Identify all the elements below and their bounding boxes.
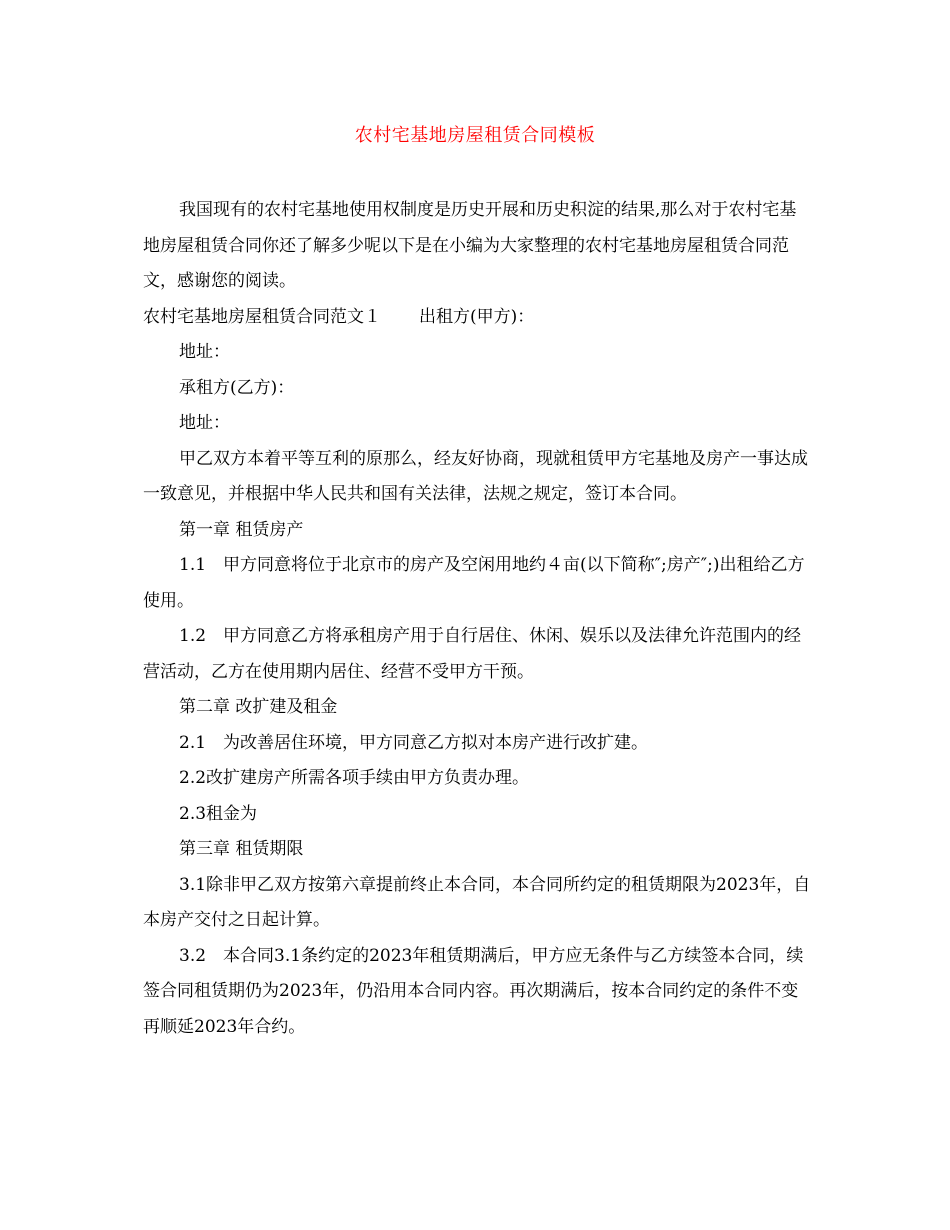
clause-3-2: 3.2 本合同3.1条约定的2023年租赁期满后，甲方应无条件与乙方续签本合同，续签合同租赁期仍为2023年，仍沿用本合同内容。再次期满后，按本合同约定的条件不变再顺延2023年合约。	[143, 945, 804, 1037]
lessee-address: 地址：	[179, 413, 230, 433]
chapter-3-title: 第三章 租赁期限	[179, 839, 304, 859]
chapter-1-title: 第一章 租赁房产	[179, 519, 304, 540]
lessor-label: 出租方(甲方)：	[419, 306, 535, 327]
intro-paragraph: 我国现有的农村宅基地使用权制度是历史开展和历史积淀的结果,那么对于农村宅基地房屋租赁合同你还了解多少呢以下是在小编为大家整理的农村宅基地房屋租赁合同范文，感谢您的阅读。	[143, 200, 797, 291]
lessee-label: 承租方(乙方)：	[179, 377, 295, 398]
clause-1-1: 1.1 甲方同意将位于北京市的房产及空闲用地约４亩(以下简称″;房产″;)出租给乙方使用。	[143, 555, 805, 611]
clause-2-2: 2.2改扩建房产所需各项手续由甲方负责办理。	[179, 768, 530, 788]
document-body	[143, 193, 811, 1045]
preamble-paragraph: 甲乙双方本着平等互利的原那么，经友好协商，现就租赁甲方宅基地及房产一事达成一致意见，并根据中华人民共和国有关法律，法规之规定，签订本合同。	[143, 448, 808, 504]
document-title: 农村宅基地房屋租赁合同模板	[354, 125, 596, 146]
clause-2-1: 2.1 为改善居住环境，甲方同意乙方拟对本房产进行改扩建。	[179, 732, 649, 753]
clause-1-2: 1.2 甲方同意乙方将承租房产用于自行居住、休闲、娱乐以及法律允许范围内的经营活动，乙方在使用期内居住、经营不受甲方干预。	[143, 626, 802, 682]
lessor-address: 地址：	[179, 342, 230, 362]
section-title: 农村宅基地房屋租赁合同范文１	[143, 306, 381, 327]
clause-3-1: 3.1除非甲乙双方按第六章提前终止本合同，本合同所约定的租赁期限为2023年，自本房产交付之日起计算。	[143, 874, 811, 930]
clause-2-3: 2.3租金为	[179, 803, 258, 824]
chapter-2-title: 第二章 改扩建及租金	[179, 697, 338, 717]
section-title-line	[143, 300, 811, 336]
